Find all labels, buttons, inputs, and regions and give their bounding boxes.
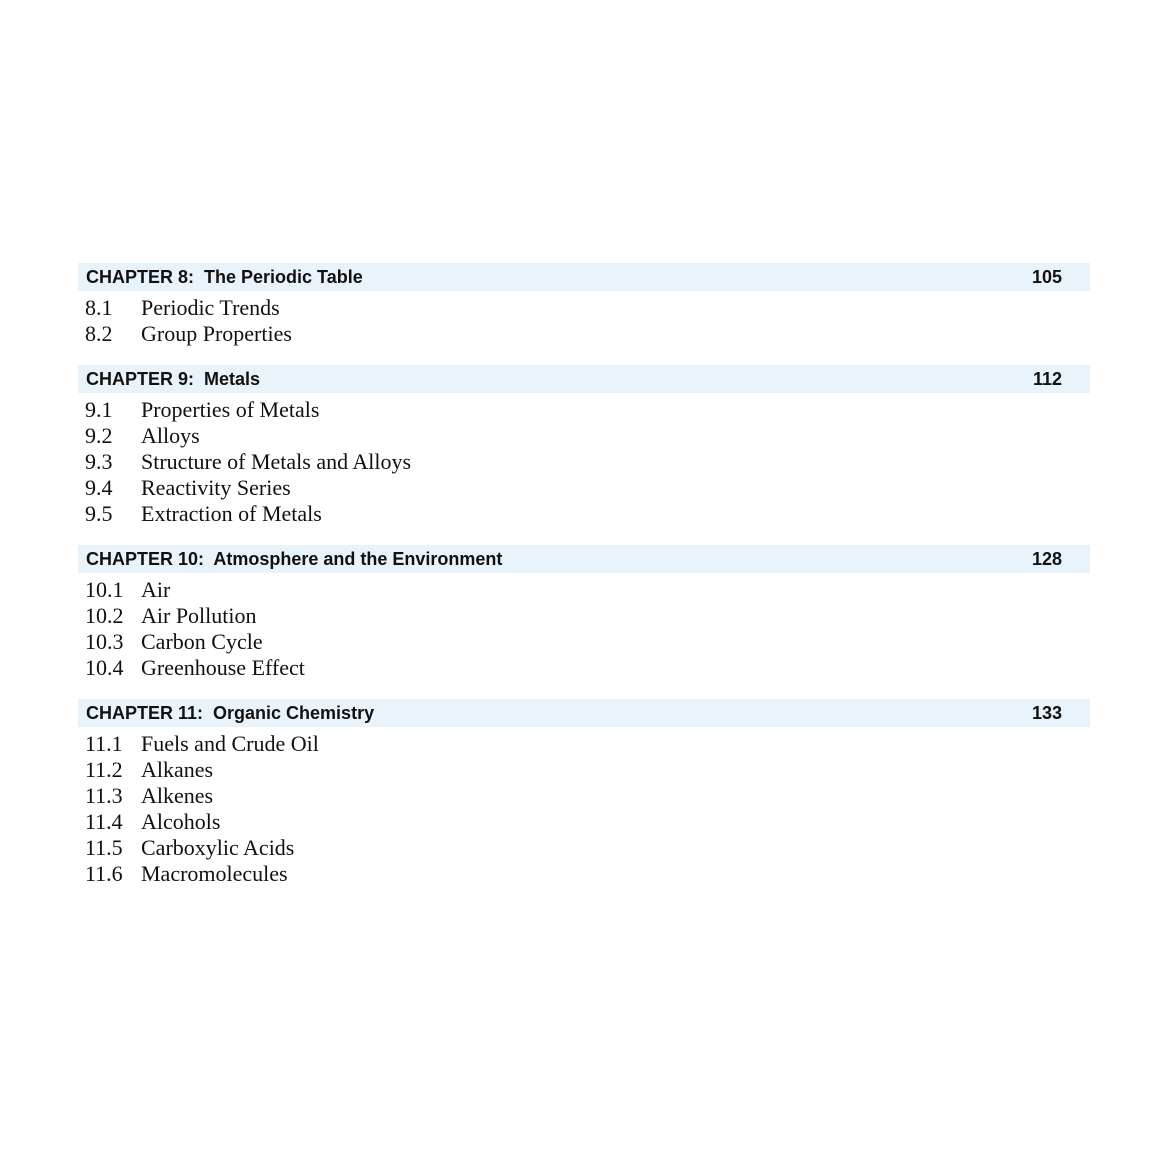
section-item[interactable] (85, 757, 1090, 783)
section-item[interactable] (85, 835, 1090, 861)
section-number: 11.2 (85, 757, 123, 782)
chapter-header[interactable] (78, 365, 1090, 393)
section-item[interactable] (85, 295, 1090, 321)
section-title: Macromolecules (141, 861, 288, 886)
section-title: Structure of Metals and Alloys (141, 449, 412, 474)
section-number: 9.1 (85, 397, 113, 422)
chapter-9 (78, 365, 1090, 527)
section-number: 11.5 (85, 835, 123, 860)
chapter-10 (78, 545, 1090, 681)
section-title: Periodic Trends (141, 295, 280, 320)
section-number: 11.6 (85, 861, 123, 886)
section-number: 9.4 (85, 475, 113, 500)
chapter-page-number: 128 (1031, 548, 1062, 569)
section-item[interactable] (85, 449, 1090, 475)
section-item[interactable] (85, 501, 1090, 527)
section-title: Carbon Cycle (141, 629, 263, 654)
section-item[interactable] (85, 731, 1090, 757)
chapter-8 (78, 263, 1090, 347)
chapter-title: CHAPTER 11: Organic Chemistry (86, 702, 375, 723)
section-item[interactable] (85, 629, 1090, 655)
section-item[interactable] (85, 809, 1090, 835)
section-item[interactable] (85, 577, 1090, 603)
section-item[interactable] (85, 423, 1090, 449)
chapter-header[interactable] (78, 545, 1090, 573)
section-number: 10.2 (85, 603, 124, 628)
section-number: 9.3 (85, 449, 113, 474)
chapter-header[interactable] (78, 699, 1090, 727)
section-number: 11.1 (85, 731, 123, 756)
section-number: 8.1 (85, 295, 113, 320)
section-title: Group Properties (141, 321, 292, 346)
section-list (78, 291, 1090, 347)
section-title: Alcohols (141, 809, 221, 834)
chapter-11 (78, 699, 1090, 887)
section-number: 10.3 (85, 629, 124, 654)
chapter-title: CHAPTER 10: Atmosphere and the Environment (86, 548, 503, 569)
chapter-page-number: 112 (1032, 368, 1062, 389)
section-number: 11.4 (85, 809, 123, 834)
section-title: Alloys (141, 423, 200, 448)
section-number: 10.4 (85, 655, 124, 680)
section-title: Alkanes (141, 757, 214, 782)
section-item[interactable] (85, 603, 1090, 629)
chapter-title: CHAPTER 9: Metals (86, 368, 261, 389)
section-title: Carboxylic Acids (141, 835, 295, 860)
section-title: Fuels and Crude Oil (141, 731, 319, 756)
section-title: Air Pollution (141, 603, 257, 628)
section-item[interactable] (85, 321, 1090, 347)
section-title: Greenhouse Effect (141, 655, 305, 680)
chapter-title: CHAPTER 8: The Periodic Table (86, 266, 363, 287)
section-item[interactable] (85, 861, 1090, 887)
section-title: Extraction of Metals (141, 501, 322, 526)
section-number: 9.2 (85, 423, 113, 448)
chapter-page-number: 105 (1031, 266, 1062, 287)
section-title: Properties of Metals (141, 397, 320, 422)
section-number: 8.2 (85, 321, 113, 346)
section-number: 10.1 (85, 577, 124, 602)
section-item[interactable] (85, 655, 1090, 681)
section-list (78, 573, 1090, 681)
section-item[interactable] (85, 783, 1090, 809)
section-list (78, 727, 1090, 887)
section-item[interactable] (85, 475, 1090, 501)
section-number: 11.3 (85, 783, 123, 808)
table-of-contents (78, 263, 1090, 905)
section-title: Reactivity Series (141, 475, 291, 500)
section-title: Alkenes (141, 783, 214, 808)
section-title: Air (141, 577, 171, 602)
chapter-page-number: 133 (1031, 702, 1062, 723)
section-item[interactable] (85, 397, 1090, 423)
section-number: 9.5 (85, 501, 113, 526)
chapter-header[interactable] (78, 263, 1090, 291)
section-list (78, 393, 1090, 527)
